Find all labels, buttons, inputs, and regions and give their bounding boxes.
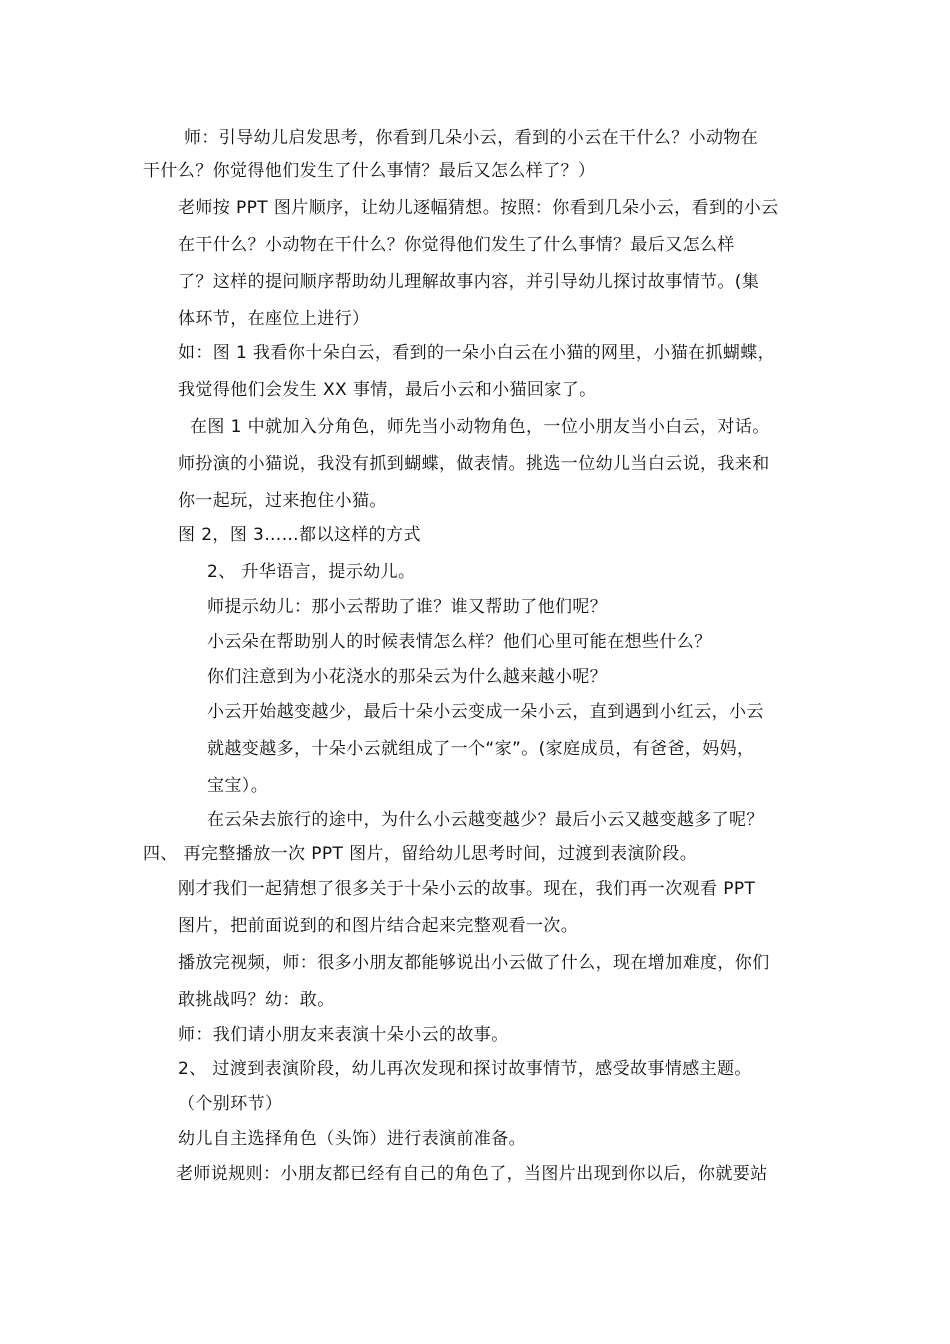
- text-line: 2、 升华语言，提示幼儿。: [207, 562, 416, 582]
- text-line: 2、 过渡到表演阶段，幼儿再次发现和探讨故事情节，感受故事情感主题。: [178, 1059, 752, 1079]
- text-line: 了？这样的提问顺序帮助幼儿理解故事内容，并引导幼儿探讨故事情节。(集: [178, 272, 760, 292]
- text-line: 在图 1 中就加入分角色，师先当小动物角色，一位小朋友当小白云，对话。: [190, 417, 770, 437]
- text-line: 图 2，图 3……都以这样的方式: [178, 525, 421, 545]
- text-line: 干什么？你觉得他们发生了什么事情？最后又怎么样了？）: [143, 161, 596, 181]
- text-line: 你一起玩，过来抱住小猫。: [178, 491, 387, 511]
- text-line: 师提示幼儿：那小云帮助了谁？谁又帮助了他们呢？: [207, 597, 608, 617]
- text-line: 老师按 PPT 图片顺序，让幼儿逐幅猜想。按照：你看到几朵小云，看到的小云: [178, 198, 779, 218]
- text-line: 在干什么？小动物在干什么？你觉得他们发生了什么事情？最后又怎么样: [178, 235, 735, 255]
- text-line: 如：图 1 我看你十朵白云，看到的一朵小白云在小猫的网里，小猫在抓蝴蝶，: [178, 343, 776, 363]
- text-line: （个别环节）: [178, 1094, 283, 1114]
- text-line: 你们注意到为小花浇水的那朵云为什么越来越小呢？: [207, 667, 608, 687]
- text-line: 图片，把前面说到的和图片结合起来完整观看一次。: [178, 916, 579, 936]
- text-line: 师扮演的小猫说，我没有抓到蝴蝶，做表情。挑选一位幼儿当白云说，我来和: [178, 454, 770, 474]
- text-line: 就越变越多，十朵小云就组成了一个“家”。(家庭成员，有爸爸，妈妈，: [207, 739, 755, 759]
- text-line: 敢挑战吗？幼：敢。: [178, 990, 335, 1010]
- text-line: 四、 再完整播放一次 PPT 图片，留给幼儿思考时间，过渡到表演阶段。: [143, 844, 698, 864]
- text-line: 小云朵在帮助别人的时候表情怎么样？他们心里可能在想些什么？: [207, 632, 712, 652]
- text-line: 我觉得他们会发生 XX 事情，最后小云和小猫回家了。: [178, 380, 597, 400]
- text-line: 在云朵去旅行的途中，为什么小云越变越少？最后小云又越变越多了呢？: [207, 810, 764, 830]
- text-line: 幼儿自主选择角色（头饰）进行表演前准备。: [178, 1129, 526, 1149]
- text-line: 刚才我们一起猜想了很多关于十朵小云的故事。现在，我们再一次观看 PPT: [178, 879, 756, 899]
- text-line: 播放完视频，师：很多小朋友都能够说出小云做了什么，现在增加难度，你们: [178, 953, 770, 973]
- text-line: 小云开始越变越少，最后十朵小云变成一朵小云，直到遇到小红云，小云: [207, 702, 764, 722]
- text-line: 师：引导幼儿启发思考，你看到几朵小云，看到的小云在干什么？小动物在: [184, 128, 759, 148]
- text-line: 老师说规则：小朋友都已经有自己的角色了，当图片出现到你以后，你就要站: [176, 1164, 768, 1184]
- text-line: 师：我们请小朋友来表演十朵小云的故事。: [178, 1025, 509, 1045]
- text-line: 体环节，在座位上进行）: [178, 309, 370, 329]
- text-line: 宝宝）。: [207, 776, 269, 796]
